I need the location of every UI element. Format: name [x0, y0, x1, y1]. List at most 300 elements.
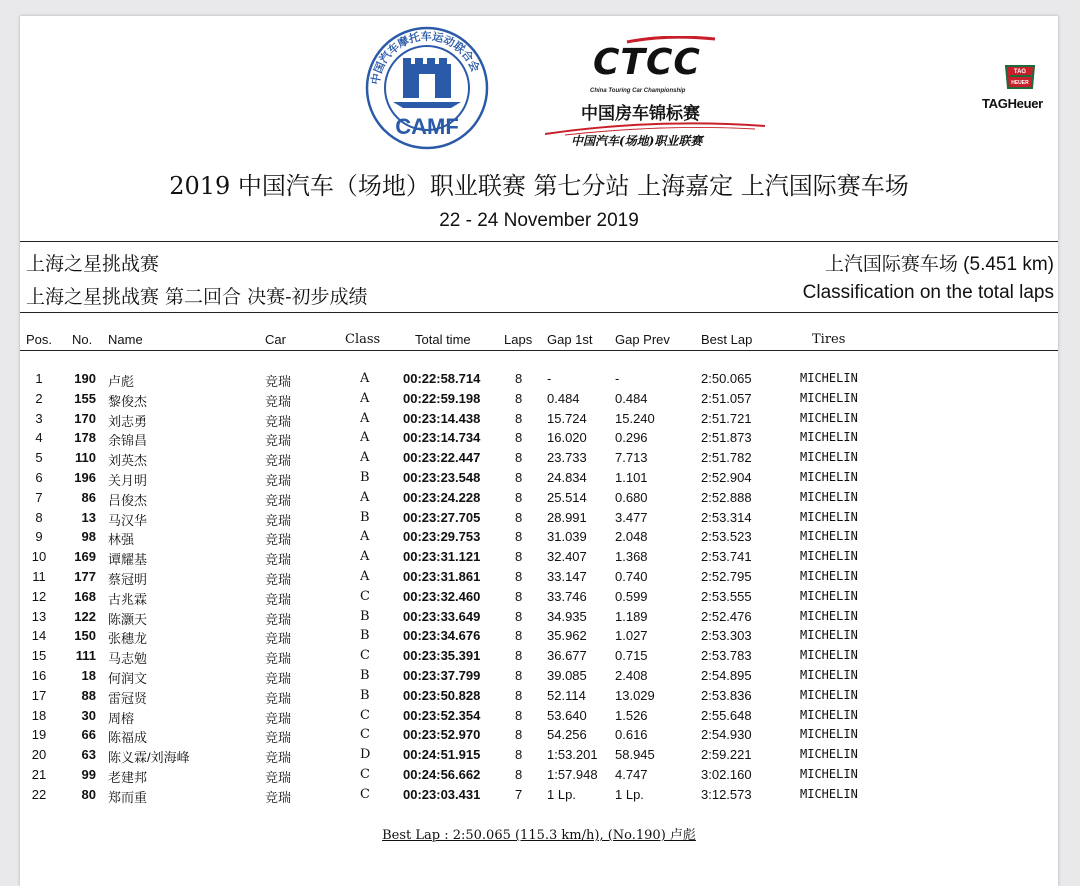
cell-best-lap: 2:59.221 [701, 747, 752, 763]
cell-best-lap: 2:53.741 [701, 549, 752, 565]
cell-gap-1st: 1:53.201 [547, 747, 598, 763]
cell-laps: 8 [515, 569, 523, 584]
cell-total-time: 00:22:59.198 [403, 390, 481, 406]
cell-pos: 18 [31, 707, 47, 723]
cell-name: 郑而重 [108, 789, 148, 805]
cell-class: C [360, 588, 370, 604]
cell-name: 陈福成 [108, 730, 148, 746]
cell-pos: 7 [35, 489, 43, 505]
cell-car: 竞瑞 [265, 492, 292, 508]
cell-name: 雷冠贤 [108, 690, 148, 706]
cell-gap-1st: 53.640 [547, 707, 587, 723]
tag-heuer-badge-icon [1004, 64, 1036, 90]
cell-gap-1st: 24.834 [547, 470, 587, 485]
cell-name: 马汉华 [108, 512, 148, 528]
cell-laps: 8 [515, 707, 523, 723]
col-no: No. [72, 332, 93, 347]
cell-best-lap: 2:51.782 [701, 450, 752, 466]
cell-pos: 20 [31, 747, 47, 763]
cell-gap-prev: 4.747 [615, 767, 648, 782]
cell-gap-1st: 25.514 [547, 489, 587, 505]
results-sheet [20, 16, 1058, 886]
cell-gap-prev: 0.740 [615, 569, 648, 584]
cell-best-lap: 2:53.783 [701, 648, 752, 664]
table-row [20, 589, 1058, 609]
cell-pos: 1 [35, 371, 43, 386]
cell-class: B [360, 509, 370, 525]
cell-no: 178 [74, 430, 96, 446]
cell-pos: 8 [35, 509, 43, 525]
col-gap-1st: Gap 1st [547, 332, 593, 347]
cell-laps: 8 [515, 608, 523, 624]
cell-no: 168 [74, 588, 96, 604]
cell-gap-1st: 16.020 [547, 430, 587, 446]
cell-no: 150 [74, 628, 96, 644]
cell-laps: 8 [515, 470, 523, 485]
cell-car: 竞瑞 [265, 572, 292, 587]
cell-car: 竞瑞 [265, 591, 292, 607]
cell-laps: 8 [515, 588, 523, 604]
cell-pos: 22 [31, 786, 47, 802]
cell-tires: MICHELIN [800, 747, 858, 762]
cell-tires: MICHELIN [800, 588, 858, 603]
cell-no: 88 [81, 687, 96, 703]
col-tires: Tires [812, 332, 846, 347]
cell-laps: 8 [515, 747, 523, 763]
cell-total-time: 00:23:31.121 [403, 549, 481, 565]
cell-no: 169 [74, 549, 96, 565]
cell-class: C [360, 648, 370, 664]
cell-laps: 8 [515, 371, 523, 386]
classification-label: Classification on the total laps [802, 282, 1054, 303]
cell-car: 竞瑞 [265, 631, 292, 647]
camf-text: CAMF [395, 114, 459, 139]
col-laps: Laps [504, 332, 533, 347]
cell-tires: MICHELIN [800, 668, 858, 682]
cell-name: 林强 [108, 532, 135, 548]
cell-no: 30 [81, 707, 96, 723]
cell-gap-prev: 0.599 [615, 588, 648, 604]
cell-car: 竞瑞 [265, 453, 292, 469]
cell-no: 99 [81, 767, 96, 782]
cell-laps: 8 [515, 648, 523, 664]
cell-pos: 14 [31, 628, 47, 644]
cell-laps: 7 [515, 786, 523, 802]
ctcc-sub: China Touring Car Championship [590, 88, 686, 94]
cell-total-time: 00:22:58.714 [403, 371, 481, 386]
table-row [20, 727, 1058, 747]
svg-text:TAG: TAG [1013, 69, 1027, 75]
cell-laps: 8 [515, 549, 523, 565]
cell-gap-1st: 36.677 [547, 648, 587, 664]
cell-name: 张穗龙 [108, 631, 148, 647]
cell-car: 竞瑞 [265, 413, 292, 429]
cell-car: 竞瑞 [265, 651, 292, 667]
cell-laps: 8 [515, 668, 523, 683]
cell-class: C [360, 707, 370, 723]
series-name: 上海之星挑战赛 [26, 253, 160, 275]
cell-total-time: 00:23:14.438 [403, 410, 481, 426]
table-row [20, 628, 1058, 648]
cell-laps: 8 [515, 767, 523, 782]
cell-laps: 8 [515, 450, 523, 466]
cell-pos: 11 [32, 569, 46, 584]
cell-tires: MICHELIN [800, 608, 858, 623]
cell-tires: MICHELIN [800, 707, 858, 722]
cell-class: C [360, 767, 370, 782]
ctcc-word: CTCC [593, 42, 701, 83]
cell-name: 谭耀基 [108, 552, 148, 568]
cell-total-time: 00:24:56.662 [403, 767, 481, 782]
cell-pos: 2 [35, 390, 43, 406]
cell-gap-1st: 39.085 [547, 668, 587, 683]
cell-class: C [360, 727, 370, 743]
cell-total-time: 00:23:50.828 [403, 687, 481, 703]
cell-gap-1st: 35.962 [547, 628, 587, 644]
cell-name: 陈义霖/刘海峰 [108, 750, 190, 766]
cell-tires: MICHELIN [800, 410, 858, 425]
cell-class: B [360, 628, 370, 644]
ctcc-logo [525, 36, 765, 148]
col-gap-prev: Gap Prev [615, 332, 670, 347]
cell-total-time: 00:24:51.915 [403, 747, 481, 763]
table-row [20, 430, 1058, 450]
cell-laps: 8 [515, 727, 523, 743]
cell-gap-prev: 1.189 [615, 608, 648, 624]
cell-gap-1st: 0.484 [547, 390, 580, 406]
cell-tires: MICHELIN [800, 648, 858, 663]
table-row [20, 510, 1058, 530]
cell-best-lap: 3:02.160 [701, 767, 752, 782]
cell-gap-1st: 1 Lp. [547, 786, 576, 802]
cell-best-lap: 2:50.065 [701, 371, 752, 386]
cell-pos: 13 [31, 608, 47, 624]
cell-name: 关月明 [108, 473, 148, 488]
cell-name: 刘志勇 [108, 413, 148, 429]
cell-gap-prev: 1.526 [615, 707, 648, 723]
cell-pos: 9 [35, 529, 43, 545]
track-name: 上汽国际赛车场 (5.451 km) [824, 254, 1054, 275]
cell-name: 余锦昌 [108, 433, 148, 449]
cell-total-time: 00:23:03.431 [403, 786, 481, 802]
tag-heuer-logo [982, 64, 1058, 114]
cell-class: A [360, 430, 370, 446]
page-title: 2019 中国汽车（场地）职业联赛 第七分站 上海嘉定 上汽国际赛车场 [169, 172, 909, 200]
cell-best-lap: 2:52.888 [701, 489, 752, 505]
camf-ring-text: 中国汽车摩托车运动联合会 [368, 29, 482, 86]
best-lap-note: Best Lap : 2:50.065 (115.3 km/h), (No.190) 卢彪 [382, 828, 696, 843]
cell-car: 竞瑞 [265, 770, 292, 785]
table-row [20, 688, 1058, 708]
cell-no: 18 [81, 668, 96, 683]
cell-class: A [360, 549, 370, 565]
cell-tires: MICHELIN [800, 628, 858, 643]
cell-best-lap: 2:51.873 [701, 430, 752, 446]
cell-best-lap: 2:53.303 [701, 628, 752, 644]
cell-no: 66 [81, 727, 96, 743]
cell-no: 170 [74, 410, 96, 426]
cell-name: 马志勉 [108, 651, 148, 667]
cell-name: 蔡冠明 [108, 572, 148, 587]
cell-best-lap: 2:55.648 [701, 707, 752, 723]
cell-total-time: 00:23:22.447 [403, 450, 481, 466]
table-row [20, 411, 1058, 431]
cell-best-lap: 2:52.795 [701, 569, 752, 584]
table-row [20, 490, 1058, 510]
cell-best-lap: 2:51.721 [701, 410, 752, 426]
table-row [20, 767, 1058, 787]
cell-class: B [360, 470, 370, 485]
cell-no: 13 [81, 509, 96, 525]
cell-gap-prev: 3.477 [615, 509, 648, 525]
cell-pos: 10 [31, 549, 47, 565]
col-pos: Pos. [26, 332, 53, 347]
cell-name: 古兆霖 [108, 591, 148, 607]
cell-total-time: 00:23:29.753 [403, 529, 481, 545]
cell-laps: 8 [515, 430, 523, 446]
cell-gap-prev: 2.048 [615, 529, 648, 545]
divider-mid [20, 312, 1058, 313]
cell-tires: MICHELIN [800, 450, 858, 465]
cell-pos: 5 [35, 450, 43, 466]
cell-gap-prev: 15.240 [615, 410, 655, 426]
cell-gap-1st: 34.935 [547, 608, 587, 624]
col-car: Car [265, 332, 286, 347]
cell-pos: 4 [35, 430, 43, 446]
cell-no: 155 [74, 390, 96, 406]
cell-laps: 8 [515, 509, 523, 525]
session-name: 上海之星挑战赛 第二回合 决赛-初步成绩 [26, 286, 368, 308]
cell-gap-prev: 0.296 [615, 430, 648, 446]
cell-class: A [360, 450, 370, 466]
table-row [20, 450, 1058, 470]
cell-car: 竞瑞 [265, 473, 292, 488]
cell-class: B [360, 668, 370, 683]
cell-total-time: 00:23:14.734 [403, 430, 481, 446]
cell-car: 竞瑞 [265, 710, 292, 726]
table-row [20, 470, 1058, 490]
cell-pos: 21 [31, 767, 47, 782]
cell-laps: 8 [515, 489, 523, 505]
cell-gap-1st: 31.039 [547, 529, 587, 545]
cell-gap-prev: 0.715 [615, 648, 648, 664]
table-row [20, 747, 1058, 767]
divider-table [20, 350, 1058, 351]
table-row [20, 708, 1058, 728]
cell-tires: MICHELIN [800, 509, 858, 524]
cell-total-time: 00:23:35.391 [403, 648, 481, 664]
best-lap-footer [20, 824, 1058, 843]
cell-no: 111 [75, 648, 96, 664]
cell-best-lap: 2:53.555 [701, 588, 752, 604]
col-best-lap: Best Lap [701, 332, 753, 347]
cell-no: 86 [81, 489, 96, 505]
cell-name: 黎俊杰 [108, 393, 148, 409]
cell-gap-1st: 28.991 [547, 509, 587, 525]
cell-total-time: 00:23:24.228 [403, 489, 481, 505]
table-row [20, 787, 1058, 807]
cell-gap-prev: 0.484 [615, 390, 648, 406]
table-row [20, 371, 1058, 391]
cell-best-lap: 2:54.895 [701, 668, 752, 683]
cell-tires: MICHELIN [800, 371, 858, 385]
cell-total-time: 00:23:52.970 [403, 727, 481, 743]
cell-car: 竞瑞 [265, 789, 292, 805]
table-row [20, 569, 1058, 589]
cell-car: 竞瑞 [265, 730, 292, 746]
cell-total-time: 00:23:32.460 [403, 588, 481, 604]
cell-class: A [360, 489, 370, 505]
cell-gap-1st: 32.407 [547, 549, 587, 565]
cell-laps: 8 [515, 687, 523, 703]
cell-gap-prev: 1.101 [615, 470, 648, 485]
ctcc-red-bar-icon [607, 36, 717, 44]
cell-car: 竞瑞 [265, 611, 292, 627]
table-row [20, 391, 1058, 411]
ctcc-cn-title: 中国房车锦标赛 [581, 104, 700, 124]
cell-gap-1st: 54.256 [547, 727, 587, 743]
cell-pos: 3 [35, 410, 43, 426]
cell-gap-prev: - [615, 371, 620, 386]
cell-no: 98 [81, 529, 96, 545]
cell-class: A [360, 410, 370, 426]
cell-no: 177 [74, 569, 96, 584]
cell-tires: MICHELIN [800, 489, 858, 504]
svg-text:HEUER: HEUER [1011, 80, 1029, 86]
cell-best-lap: 3:12.573 [701, 786, 752, 802]
cell-total-time: 00:23:33.649 [403, 608, 481, 624]
table-row [20, 668, 1058, 688]
cell-laps: 8 [515, 628, 523, 644]
cell-tires: MICHELIN [800, 727, 858, 742]
cell-tires: MICHELIN [800, 549, 858, 564]
cell-name: 陈灏天 [108, 611, 148, 627]
cell-tires: MICHELIN [800, 786, 858, 801]
cell-car: 竞瑞 [265, 532, 292, 548]
cell-name: 吕俊杰 [108, 492, 148, 508]
cell-no: 122 [74, 608, 96, 624]
cell-gap-prev: 2.408 [615, 668, 648, 683]
cell-best-lap: 2:54.930 [701, 727, 752, 743]
divider-top [20, 241, 1058, 242]
cell-pos: 12 [31, 588, 47, 604]
cell-class: D [360, 747, 371, 763]
camf-logo [363, 24, 491, 152]
cell-car: 竞瑞 [265, 671, 292, 686]
cell-class: B [360, 687, 370, 703]
cell-best-lap: 2:52.904 [701, 470, 752, 485]
cell-class: B [360, 608, 370, 624]
cell-no: 80 [81, 786, 96, 802]
cell-car: 竞瑞 [265, 512, 292, 528]
cell-laps: 8 [515, 529, 523, 545]
ctcc-cn-subtitle: 中国汽车(场地)职业联赛 [571, 134, 703, 148]
table-row [20, 609, 1058, 629]
cell-total-time: 00:23:34.676 [403, 628, 481, 644]
cell-name: 刘英杰 [108, 453, 148, 469]
cell-best-lap: 2:52.476 [701, 608, 752, 624]
tag-heuer-text: TAGHeuer [982, 96, 1043, 111]
cell-best-lap: 2:53.314 [701, 509, 752, 525]
cell-gap-prev: 0.616 [615, 727, 648, 743]
cell-gap-prev: 1.368 [615, 549, 648, 565]
cell-car: 竞瑞 [265, 750, 292, 766]
cell-no: 190 [74, 371, 96, 386]
cell-gap-1st: 52.114 [547, 687, 586, 703]
cell-no: 110 [75, 450, 96, 466]
cell-tires: MICHELIN [800, 529, 858, 544]
cell-gap-1st: 15.724 [547, 410, 587, 426]
cell-best-lap: 2:53.836 [701, 687, 752, 703]
col-total-time: Total time [415, 332, 471, 347]
cell-name: 卢彪 [108, 374, 135, 389]
cell-total-time: 00:23:52.354 [403, 707, 481, 723]
cell-gap-1st: 33.147 [547, 569, 587, 584]
cell-laps: 8 [515, 390, 523, 406]
cell-pos: 16 [31, 668, 47, 683]
cell-pos: 15 [31, 648, 47, 664]
event-date: 22 - 24 November 2019 [439, 210, 639, 231]
cell-total-time: 00:23:23.548 [403, 470, 481, 485]
cell-total-time: 00:23:37.799 [403, 668, 481, 683]
cell-tires: MICHELIN [800, 767, 858, 781]
cell-gap-prev: 0.680 [615, 489, 648, 505]
cell-class: A [360, 371, 370, 386]
table-row [20, 648, 1058, 668]
cell-name: 周榕 [108, 710, 135, 726]
col-class: Class [345, 332, 381, 347]
cell-car: 竞瑞 [265, 374, 292, 389]
cell-tires: MICHELIN [800, 470, 858, 484]
cell-pos: 19 [31, 727, 47, 743]
table-row [20, 529, 1058, 549]
cell-tires: MICHELIN [800, 430, 858, 445]
cell-tires: MICHELIN [800, 569, 858, 583]
cell-no: 196 [74, 470, 96, 485]
cell-pos: 6 [35, 470, 43, 485]
cell-total-time: 00:23:31.861 [403, 569, 481, 584]
cell-best-lap: 2:51.057 [701, 390, 752, 406]
cell-class: A [360, 529, 370, 545]
cell-no: 63 [81, 747, 96, 763]
cell-car: 竞瑞 [265, 393, 292, 409]
col-name: Name [108, 332, 143, 347]
cell-tires: MICHELIN [800, 390, 858, 405]
cell-car: 竞瑞 [265, 552, 292, 568]
cell-car: 竞瑞 [265, 690, 292, 706]
cell-laps: 8 [515, 410, 523, 426]
cell-gap-1st: 33.746 [547, 588, 587, 604]
cell-total-time: 00:23:27.705 [403, 509, 481, 525]
cell-tires: MICHELIN [800, 687, 858, 702]
cell-gap-prev: 1 Lp. [615, 786, 644, 802]
cell-gap-prev: 7.713 [615, 450, 648, 466]
cell-name: 何润文 [108, 671, 148, 686]
cell-pos: 17 [31, 687, 47, 703]
cell-gap-prev: 58.945 [615, 747, 655, 763]
cell-gap-prev: 1.027 [615, 628, 648, 644]
cell-best-lap: 2:53.523 [701, 529, 752, 545]
cell-gap-prev: 13.029 [615, 687, 655, 703]
cell-class: C [360, 786, 370, 802]
cell-gap-1st: 1:57.948 [547, 767, 598, 782]
cell-name: 老建邦 [108, 770, 148, 785]
cell-car: 竞瑞 [265, 433, 292, 449]
cell-class: A [360, 569, 370, 584]
cell-gap-1st: 23.733 [547, 450, 587, 466]
table-row [20, 549, 1058, 569]
cell-class: A [360, 390, 370, 406]
